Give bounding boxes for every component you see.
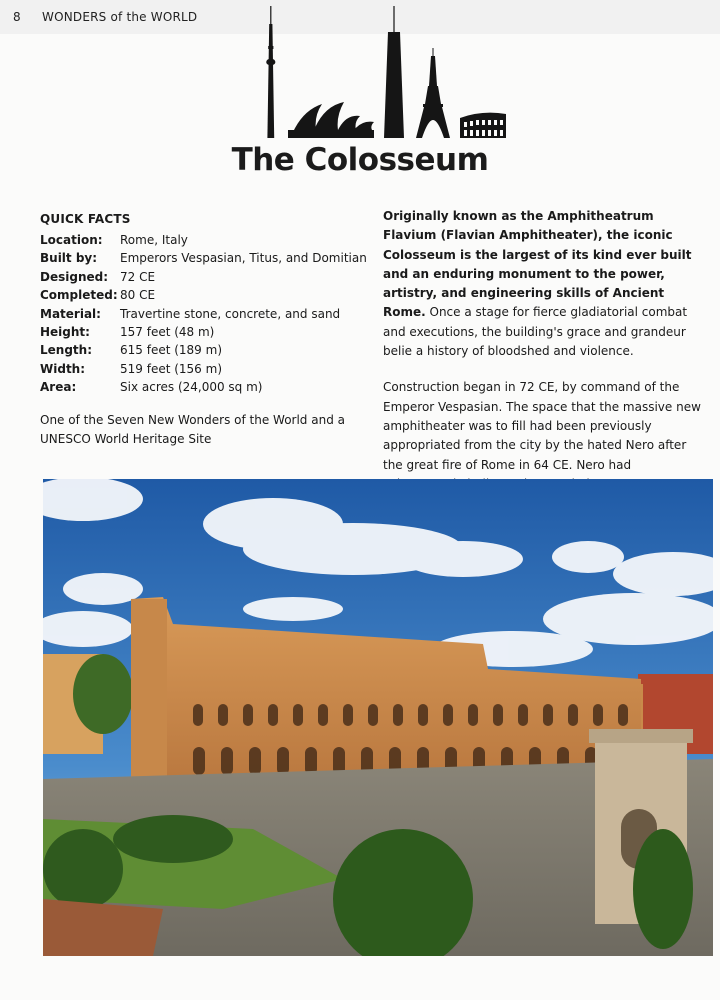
colosseum-icon [460, 113, 506, 138]
fact-value: 72 CE [120, 269, 156, 284]
fact-value: Emperors Vespasian, Titus, and Domitian [120, 251, 367, 266]
landmarks-illustration [258, 6, 512, 142]
fact-value: 80 CE [120, 288, 156, 303]
fact-row-length [40, 341, 370, 359]
fact-label: Completed: [40, 288, 118, 303]
fact-value: Six acres (24,000 sq m) [120, 380, 263, 395]
unesco-note: One of the Seven New Wonders of the World and a UNESCO World Heritage Site [40, 413, 345, 446]
fact-row-height [40, 323, 370, 341]
paragraph-construction: Construction began in 72 CE, by command of the Emperor Vespasian. The space that the massive new amphitheater was to fill had been previously appropriated from the city by the hated Nero after the great fire of Rome in 64 CE. Nero had [383, 380, 701, 472]
fact-label: Width: [40, 361, 86, 376]
fact-label: Built by: [40, 251, 98, 266]
fact-value: 157 feet (48 m) [120, 324, 215, 339]
fact-label: Area: [40, 380, 77, 395]
fact-value: Travertine stone, concrete, and sand [120, 306, 341, 321]
lead-sentence: Originally known as the Amphitheatrum Flavium (Flavian Amphitheater), the iconic Colosseum is the largest of its kind ever built and an enduring monument to the power, artistry, and engineering skills of Ancient Rome. [383, 209, 692, 320]
eiffel-tower-icon [416, 48, 450, 138]
intro-rest: Once a stage for fierce gladiatorial combat and executions, the building's grace and grandeur belie a history of bloodshed and violence. [383, 305, 688, 359]
page-title: The Colosseum [231, 142, 489, 178]
cn-tower-icon [266, 6, 275, 138]
page-number: 8 [13, 10, 21, 24]
fact-row-built-by [40, 249, 370, 267]
fact-value: 519 feet (156 m) [120, 361, 222, 376]
fact-label: Length: [40, 343, 92, 358]
fact-row-completed [40, 286, 370, 304]
fact-row-designed [40, 268, 370, 286]
body-text [383, 207, 709, 494]
fact-label: Material: [40, 306, 101, 321]
running-head: WONDERS of the WORLD [42, 10, 198, 24]
fact-row-width [40, 360, 370, 378]
colosseum-photo [43, 479, 713, 956]
quick-facts-list [40, 231, 370, 397]
fact-label: Height: [40, 324, 90, 339]
fact-value: Rome, Italy [120, 233, 188, 247]
sydney-opera-house-icon [288, 102, 374, 138]
one-world-trade-center-icon [384, 6, 404, 138]
fact-value: 615 feet (189 m) [120, 343, 222, 358]
quick-facts-heading: QUICK FACTS [40, 212, 131, 226]
fact-row-material [40, 305, 370, 323]
paragraph-intro [383, 207, 709, 361]
fact-label: Designed: [40, 269, 109, 284]
fact-row-location [40, 231, 370, 249]
fact-row-area [40, 378, 370, 396]
fact-label: Location: [40, 233, 103, 247]
